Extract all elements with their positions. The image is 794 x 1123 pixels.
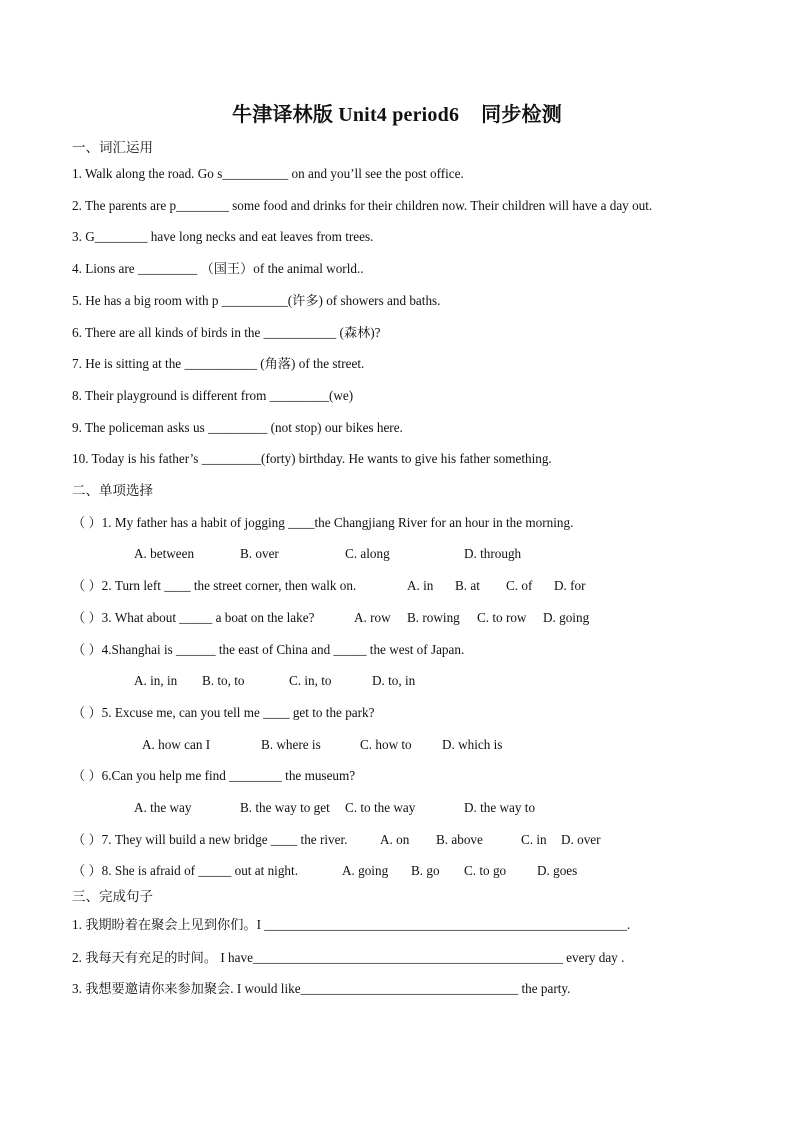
mc-q4-option-a: A. in, in — [134, 673, 178, 688]
mc-q8-option-a: A. going — [342, 863, 389, 878]
mc-question-8: （ ）8. She is afraid of _____ out at night. — [72, 863, 298, 878]
section-heading-complete-sentences: 三、完成句子 — [72, 889, 153, 905]
mc-q6-option-b: B. the way to get — [240, 800, 330, 815]
mc-question-3: （ ）3. What about _____ a boat on the lake? — [72, 610, 315, 625]
complete-sentence-1: 1. 我期盼着在聚会上见到你们。I _______________________________________________________. — [72, 917, 631, 932]
mc-question-2: （ ）2. Turn left ____ the street corner, then walk on. — [72, 578, 357, 593]
mc-question-1: （ ）1. My father has a habit of jogging ____the Changjiang River for an hour in the morning. — [72, 515, 574, 530]
mc-q4-option-c: C. in, to — [289, 673, 332, 688]
mc-q6-option-c: C. to the way — [345, 800, 416, 815]
mc-q3-option-b: B. rowing — [407, 610, 460, 625]
mc-q5-option-b: B. where is — [261, 737, 321, 752]
mc-q5-option-c: C. how to — [360, 737, 412, 752]
mc-q7-option-a: A. on — [380, 832, 410, 847]
section-heading-vocabulary: 一、词汇运用 — [72, 140, 153, 156]
mc-q7-option-b: B. above — [436, 832, 483, 847]
mc-q1-option-a: A. between — [134, 546, 195, 561]
mc-q2-option-d: D. for — [554, 578, 586, 593]
vocab-question-4: 4. Lions are _________ （国王）of the animal world.. — [72, 261, 364, 276]
mc-q5-option-d: D. which is — [442, 737, 503, 752]
vocab-question-5: 5. He has a big room with p __________(许多) of showers and baths. — [72, 293, 441, 308]
mc-q4-option-d: D. to, in — [372, 673, 416, 688]
mc-q3-option-d: D. going — [543, 610, 590, 625]
mc-q8-option-c: C. to go — [464, 863, 507, 878]
mc-question-4: （ ）4.Shanghai is ______ the east of China and _____ the west of Japan. — [72, 642, 465, 657]
complete-sentence-2: 2. 我每天有充足的时间。 I have_______________________________________________ every day . — [72, 950, 625, 965]
vocab-question-10: 10. Today is his father’s _________(forty) birthday. He wants to give his father something. — [72, 451, 552, 466]
vocab-question-1: 1. Walk along the road. Go s__________ on and you’ll see the post office. — [72, 166, 464, 181]
mc-question-6: （ ）6.Can you help me find ________ the museum? — [72, 768, 356, 783]
mc-q3-option-a: A. row — [354, 610, 391, 625]
vocab-question-8: 8. Their playground is different from _________(we) — [72, 388, 354, 403]
mc-q6-option-a: A. the way — [134, 800, 192, 815]
vocab-question-2: 2. The parents are p________ some food and drinks for their children now. Their children will have a day out. — [72, 198, 653, 213]
vocab-question-3: 3. G________ have long necks and eat leaves from trees. — [72, 229, 374, 244]
mc-q2-option-c: C. of — [506, 578, 533, 593]
title-sub: 同步检测 — [481, 104, 562, 126]
mc-question-5: （ ）5. Excuse me, can you tell me ____ get to the park? — [72, 705, 375, 720]
mc-q4-option-b: B. to, to — [202, 673, 245, 688]
mc-q8-option-b: B. go — [411, 863, 440, 878]
mc-q1-option-d: D. through — [464, 546, 522, 561]
mc-q1-option-c: C. along — [345, 546, 390, 561]
mc-q5-option-a: A. how can I — [142, 737, 211, 752]
complete-sentence-3: 3. 我想要邀请你来参加聚会. I would like_________________________________ the party. — [72, 981, 571, 996]
mc-q3-option-c: C. to row — [477, 610, 527, 625]
mc-q6-option-d: D. the way to — [464, 800, 536, 815]
mc-q7-option-d: D. over — [561, 832, 601, 847]
section-heading-multiple-choice: 二、单项选择 — [72, 483, 153, 499]
vocab-question-7: 7. He is sitting at the ___________ (角落) of the street. — [72, 356, 365, 371]
page-title — [0, 98, 794, 127]
mc-q2-option-b: B. at — [455, 578, 480, 593]
mc-q8-option-d: D. goes — [537, 863, 578, 878]
vocab-question-6: 6. There are all kinds of birds in the ___________ (森林)? — [72, 325, 381, 340]
title-main: 牛津译林版 Unit4 period6 — [232, 104, 460, 126]
mc-q2-option-a: A. in — [407, 578, 434, 593]
mc-q7-option-c: C. in — [521, 832, 547, 847]
mc-question-7: （ ）7. They will build a new bridge ____ the river. — [72, 832, 348, 847]
vocab-question-9: 9. The policeman asks us _________ (not stop) our bikes here. — [72, 420, 403, 435]
mc-q1-option-b: B. over — [240, 546, 279, 561]
